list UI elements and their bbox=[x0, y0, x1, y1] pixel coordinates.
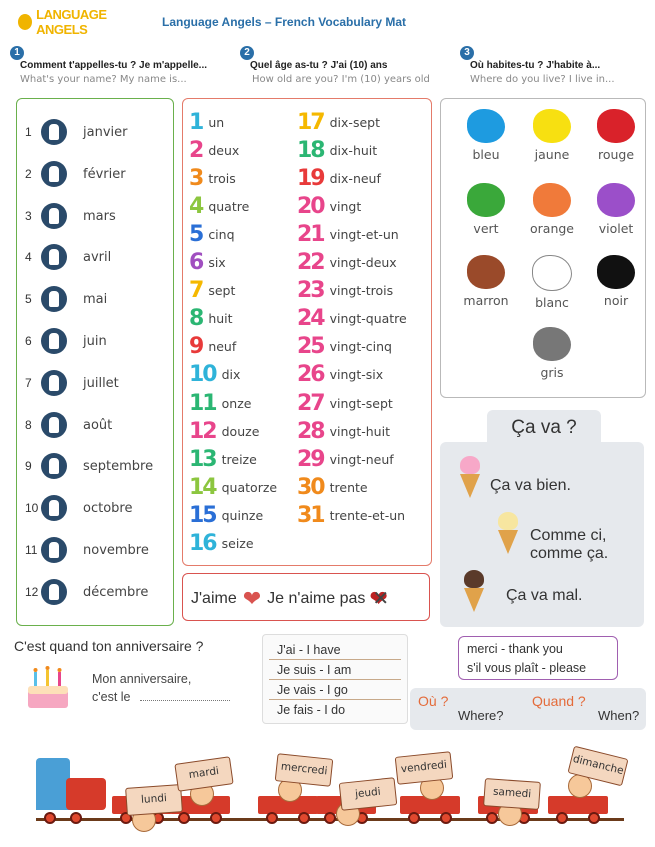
number-digits: 10 bbox=[189, 362, 216, 388]
cava-bien: Ça va bien. bbox=[490, 477, 571, 494]
crossed-heart-icon: ❤ ✕ bbox=[369, 586, 387, 612]
number-digits: 20 bbox=[297, 193, 324, 219]
number-word: sept bbox=[208, 283, 236, 299]
colour-name: blanc bbox=[535, 295, 569, 310]
dislike-label: Je n'aime pas bbox=[267, 590, 366, 607]
number-word: vingt-cinq bbox=[329, 339, 392, 355]
day-sign: dimanche bbox=[567, 746, 628, 787]
number-word: cinq bbox=[208, 226, 235, 242]
month-label: septembre bbox=[83, 459, 154, 475]
number-word: quinze bbox=[221, 507, 264, 523]
month-number: 10 bbox=[25, 501, 39, 516]
number-word: trente-et-un bbox=[329, 507, 406, 523]
month-number: 12 bbox=[25, 584, 39, 599]
number-word: six bbox=[208, 255, 226, 270]
number-word: trois bbox=[208, 170, 236, 186]
month-number: 11 bbox=[25, 543, 38, 557]
number-word: dix bbox=[221, 367, 241, 383]
like-label: J'aime bbox=[191, 590, 237, 607]
number-word: quatre bbox=[208, 198, 250, 214]
cava-comme-2: comme ça. bbox=[530, 545, 609, 562]
month-number: 7 bbox=[25, 375, 32, 390]
qword-ou: Où ? bbox=[418, 693, 449, 709]
wheel-icon bbox=[298, 812, 310, 824]
section-3-english: Where do you live? I live in... bbox=[470, 74, 615, 85]
month-label: janvier bbox=[83, 125, 128, 140]
month-number: 1 bbox=[25, 125, 32, 139]
cava-title: Ça va ? bbox=[487, 410, 601, 446]
number-digits: 2 bbox=[189, 137, 203, 163]
qword-quand: Quand ? bbox=[532, 693, 586, 709]
number-digits: 15 bbox=[189, 502, 216, 528]
cava-comme-1: Comme ci, bbox=[530, 527, 607, 544]
month-number: 2 bbox=[25, 166, 32, 181]
wheel-icon bbox=[408, 812, 420, 824]
number-word: dix-huit bbox=[329, 142, 378, 158]
logo-text: LANGUAGE ANGELS bbox=[36, 7, 107, 37]
month-label: juin bbox=[83, 334, 107, 349]
number-word: vingt-trois bbox=[329, 283, 394, 299]
day-sign: jeudi bbox=[339, 777, 398, 811]
month-number: 8 bbox=[25, 417, 32, 432]
number-digits: 25 bbox=[297, 334, 324, 360]
day-sign: vendredi bbox=[395, 751, 454, 785]
birthday-question: C'est quand ton anniversaire ? bbox=[14, 638, 204, 654]
number-word: douze bbox=[221, 423, 260, 439]
section-1-english: What's your name? My name is... bbox=[20, 74, 187, 85]
number-digits: 14 bbox=[189, 474, 216, 500]
month-label: avril bbox=[83, 250, 112, 266]
number-digits: 30 bbox=[297, 474, 324, 500]
number-word: vingt-deux bbox=[329, 255, 397, 270]
month-label: février bbox=[83, 166, 126, 182]
wheel-icon bbox=[486, 812, 498, 824]
colour-name: jaune bbox=[534, 147, 570, 162]
number-word: deux bbox=[208, 142, 240, 158]
number-word: dix-sept bbox=[329, 114, 380, 130]
number-word: dix-neuf bbox=[329, 170, 381, 186]
colour-name: noir bbox=[603, 293, 629, 308]
month-label: octobre bbox=[83, 501, 133, 517]
page-title: Language Angels – French Vocabulary Mat bbox=[162, 15, 407, 29]
verb-item: J'ai - I have bbox=[277, 643, 341, 657]
number-word: treize bbox=[221, 451, 257, 467]
number-digits: 28 bbox=[297, 418, 324, 444]
day-sign: samedi bbox=[483, 778, 541, 810]
qword-quand-en: When? bbox=[598, 708, 640, 723]
month-number: 3 bbox=[25, 208, 32, 223]
month-number: 4 bbox=[25, 250, 32, 265]
number-digits: 13 bbox=[189, 446, 216, 472]
colour-name: rouge bbox=[597, 147, 635, 162]
number-digits: 9 bbox=[189, 334, 203, 360]
colour-name: orange bbox=[530, 221, 574, 236]
colour-name: gris bbox=[540, 365, 564, 380]
verb-item: Je suis - I am bbox=[277, 663, 352, 677]
number-digits: 17 bbox=[297, 109, 324, 135]
number-word: vingt bbox=[329, 198, 362, 214]
wheel-icon bbox=[324, 812, 336, 824]
day-sign: mardi bbox=[174, 756, 233, 792]
number-word: quatorze bbox=[221, 479, 278, 495]
number-digits: 7 bbox=[189, 278, 203, 304]
number-digits: 3 bbox=[189, 165, 203, 191]
number-digits: 12 bbox=[189, 418, 216, 444]
polite-item: merci - thank you bbox=[467, 642, 563, 656]
number-digits: 31 bbox=[297, 502, 324, 528]
day-sign: mercredi bbox=[275, 753, 334, 787]
wheel-icon bbox=[178, 812, 190, 824]
wheel-icon bbox=[44, 812, 56, 824]
number-digits: 26 bbox=[297, 362, 324, 388]
wheel-icon bbox=[556, 812, 568, 824]
number-word: vingt-et-un bbox=[329, 226, 399, 242]
wheel-icon bbox=[266, 812, 278, 824]
number-digits: 1 bbox=[189, 109, 203, 135]
number-word: onze bbox=[221, 395, 252, 411]
number-word: un bbox=[208, 114, 225, 130]
month-label: décembre bbox=[83, 584, 149, 600]
birthday-line-2: c'est le bbox=[92, 690, 131, 704]
wheel-icon bbox=[70, 812, 82, 824]
month-number: 9 bbox=[25, 459, 32, 474]
number-word: huit bbox=[208, 311, 233, 327]
wheel-icon bbox=[588, 812, 600, 824]
colour-name: vert bbox=[473, 221, 499, 236]
wheel-icon bbox=[440, 812, 452, 824]
number-digits: 23 bbox=[297, 278, 324, 304]
qword-ou-en: Where? bbox=[458, 708, 504, 723]
number-word: neuf bbox=[208, 339, 237, 355]
colour-name: marron bbox=[463, 293, 509, 308]
number-digits: 22 bbox=[297, 250, 324, 275]
month-label: mars bbox=[83, 208, 116, 224]
birthday-line-1: Mon anniversaire, bbox=[92, 672, 192, 686]
number-word: seize bbox=[221, 536, 254, 551]
heart-icon: ❤ bbox=[242, 586, 262, 611]
month-number: 5 bbox=[25, 292, 32, 307]
number-digits: 4 bbox=[189, 193, 203, 219]
section-number-2: 2 bbox=[240, 46, 254, 60]
section-number-3: 3 bbox=[460, 46, 474, 60]
number-digits: 27 bbox=[297, 390, 324, 416]
month-label: août bbox=[83, 417, 113, 433]
section-3-question: Où habites-tu ? J'habite à... bbox=[470, 60, 601, 71]
number-digits: 5 bbox=[189, 221, 203, 247]
number-digits: 6 bbox=[189, 250, 203, 275]
month-number: 6 bbox=[25, 334, 32, 348]
month-label: juillet bbox=[83, 375, 119, 391]
number-digits: 8 bbox=[189, 306, 203, 332]
train-wagon bbox=[548, 796, 608, 814]
colour-name: violet bbox=[598, 221, 634, 236]
number-word: vingt-huit bbox=[329, 423, 390, 439]
number-word: trente bbox=[329, 479, 368, 495]
wheel-icon bbox=[210, 812, 222, 824]
number-digits: 11 bbox=[189, 390, 216, 416]
section-2-english: How old are you? I'm (10) years old bbox=[252, 74, 430, 85]
number-digits: 24 bbox=[297, 306, 324, 332]
number-digits: 16 bbox=[189, 531, 216, 556]
number-digits: 29 bbox=[297, 446, 324, 472]
number-word: vingt-quatre bbox=[329, 311, 407, 327]
number-word: vingt-sept bbox=[329, 395, 393, 411]
polite-item: s'il vous plaît - please bbox=[467, 661, 587, 675]
number-word: vingt-six bbox=[329, 367, 384, 383]
number-digits: 18 bbox=[297, 137, 324, 163]
section-number-1: 1 bbox=[10, 46, 24, 60]
number-word: vingt-neuf bbox=[329, 451, 394, 467]
verb-item: Je fais - I do bbox=[277, 703, 346, 717]
day-sign: lundi bbox=[125, 784, 183, 816]
verb-item: Je vais - I go bbox=[277, 683, 348, 697]
month-label: novembre bbox=[83, 543, 149, 558]
number-digits: 19 bbox=[297, 165, 324, 191]
section-1-question: Comment t'appelles-tu ? Je m'appelle... bbox=[20, 60, 208, 71]
number-digits: 21 bbox=[297, 221, 324, 247]
colour-name: bleu bbox=[472, 147, 500, 162]
month-label: mai bbox=[83, 292, 108, 308]
cava-mal: Ça va mal. bbox=[506, 587, 583, 604]
section-2-question: Quel âge as-tu ? J'ai (10) ans bbox=[250, 60, 388, 71]
